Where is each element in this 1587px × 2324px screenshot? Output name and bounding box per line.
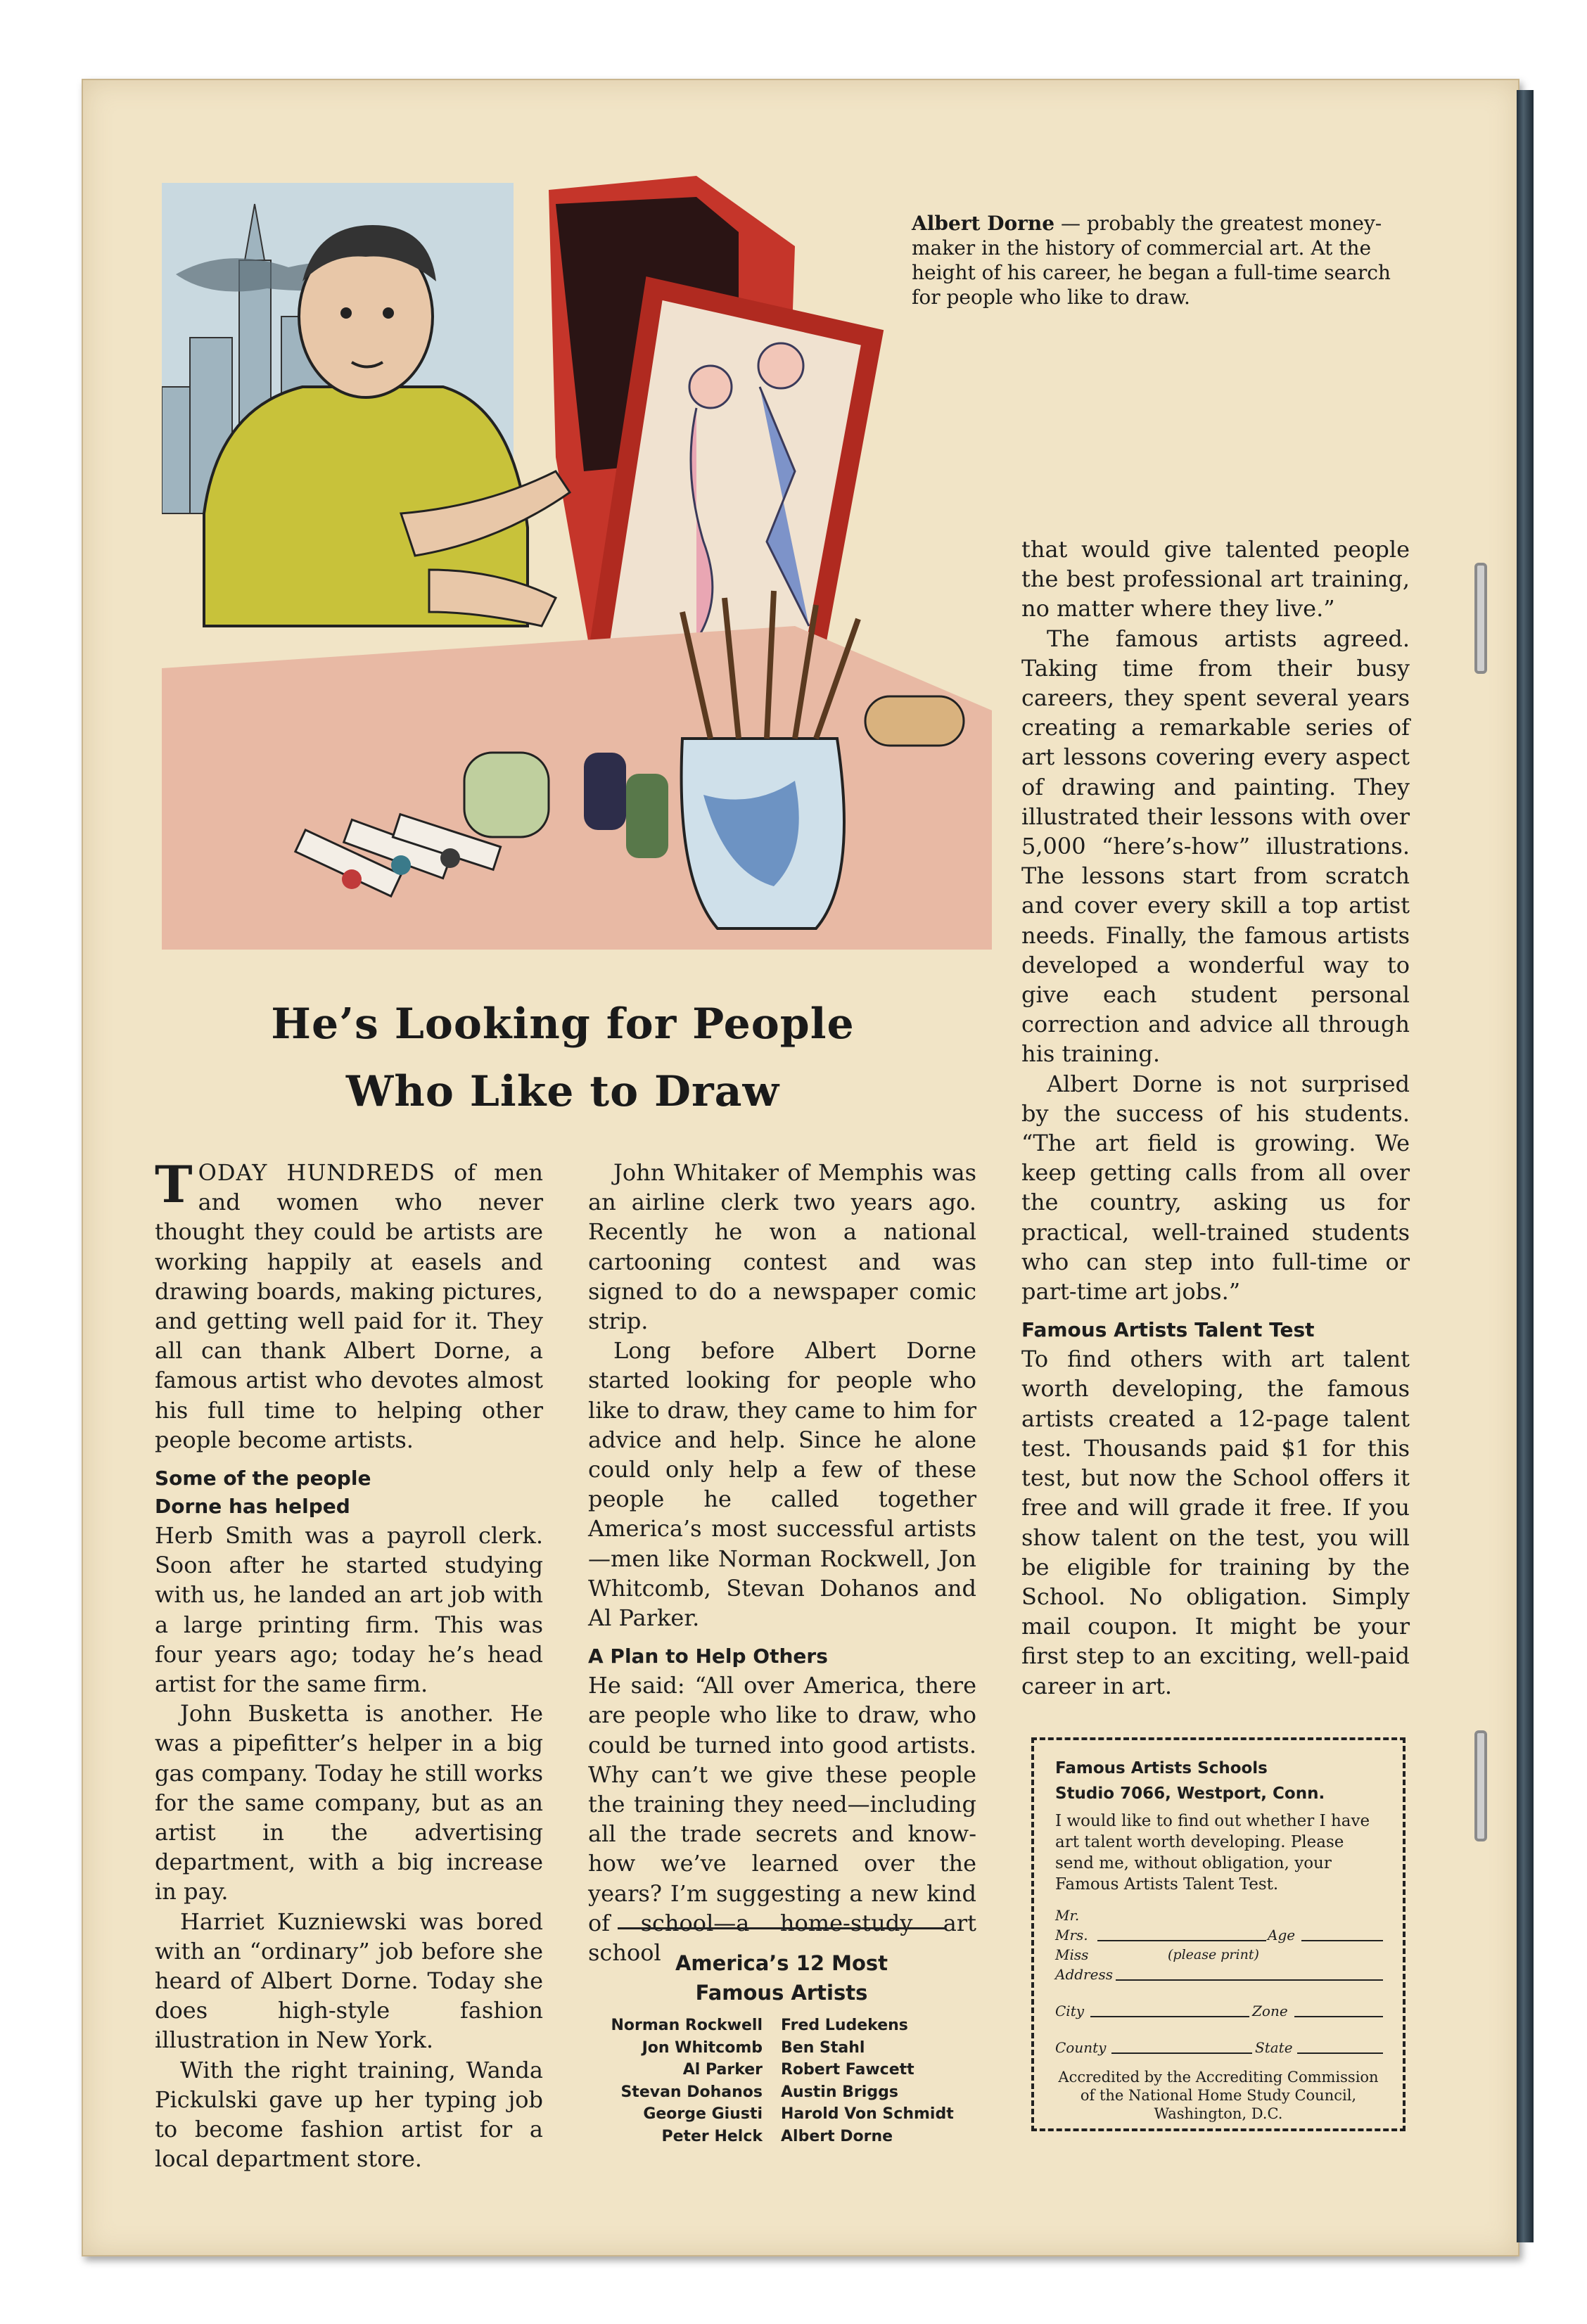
artists-heading-line-2: Famous Artists	[695, 1981, 868, 2005]
coupon-org: Famous Artists Schools	[1055, 1759, 1268, 1777]
artist-name: Al Parker	[682, 2061, 763, 2079]
caption-name: Albert Dorne	[912, 212, 1055, 235]
drop-cap: T	[155, 1154, 193, 1214]
artists-agreed-paragraph: The famous artists agreed. Taking time from their busy careers, they spent several years creating a remarkable series of art lessons covering every aspect of drawing and painting. They illustrated their lessons with over 5,000 “here’s-how” illustrations. The lessons start from scratch and cover every skill a top artist needs. Finally, the famous artists developed a wonderful way to give each student personal correction and advice all through his training.	[1021, 625, 1410, 1068]
artist-name: Jon Whitcomb	[642, 2038, 763, 2057]
intro-text: of men and women who never thought they could be artists are working happily at easels and drawing boards, making pictures, and getting well paid for it. They all can thank Albert Dorne, a famous artist who devotes almost his full time to helping other people become artists.	[155, 1159, 544, 1453]
artist-name: Norman Rockwell	[611, 2017, 763, 2034]
artist-name: Albert Dorne	[781, 2127, 893, 2145]
city-zone-field[interactable]	[1055, 2000, 1382, 2020]
miss-field[interactable]	[1055, 1944, 1382, 1964]
address-line	[1116, 1964, 1383, 1981]
mrs-label: Mrs.	[1055, 1927, 1088, 1943]
artist-name: Fred Ludekens	[781, 2017, 908, 2034]
city-label: City	[1055, 2003, 1085, 2019]
staple-bottom	[1474, 1730, 1487, 1841]
miss-label: Miss	[1055, 1946, 1089, 1963]
coupon-body: I would like to find out whether I have art talent worth developing. Please send me, without obligation, your Famous Artists Talent Test.	[1055, 1812, 1370, 1894]
mr-label: Mr.	[1055, 1907, 1080, 1924]
zone-label: Zone	[1252, 2003, 1288, 2019]
intro-paragraph	[155, 1154, 544, 1455]
not-surprised-paragraph: Albert Dorne is not surprised by the success of his students. “The art field is growing. We keep getting calls from all over the country, asking us for practical, well-trained students who can step into full-time or part-time art jobs.”	[1021, 1070, 1410, 1305]
city-line	[1090, 2000, 1249, 2017]
john-whitaker-paragraph: John Whitaker of Memphis was an airline clerk two years ago. Recently he won a national cartooning contest and was signed to do a newspaper comic strip.	[588, 1159, 976, 1335]
zone-line	[1294, 2000, 1383, 2017]
artist-name: Ben Stahl	[781, 2038, 865, 2057]
headline	[176, 990, 950, 1125]
address-field[interactable]	[1055, 1964, 1382, 1984]
state-line	[1297, 2037, 1383, 2054]
subhead-line-1: Some of the people	[155, 1467, 371, 1490]
artist-name: Stevan Dohanos	[620, 2083, 763, 2101]
comic-spine	[1517, 90, 1534, 2242]
subhead-people-helped	[155, 1464, 543, 1521]
accreditation-note: Accredited by the Accrediting Commission of the National Home Study Council, Washington, D.C.	[1058, 2069, 1379, 2122]
caption-text: — probably the greatest money-maker in the history of commercial art. At the height of his career, he began a full-time search for people who like to draw.	[912, 212, 1391, 309]
artist-name: Robert Fawcett	[781, 2061, 914, 2079]
please-print-note: (please print)	[1168, 1947, 1259, 1962]
subhead-line-2: Dorne has helped	[155, 1495, 350, 1519]
artist-name: Peter Helck	[661, 2127, 763, 2145]
staple-top	[1474, 563, 1487, 674]
artists-heading-line-1: America’s 12 Most	[675, 1951, 888, 1975]
talent-test-paragraph: To find others with art talent worth developing, the famous artists created a 12-page talent test. Thousands paid $1 for this test, but now the School offers it free and will grade it free. If you show talent on the test, you will be eligible for training by the School. No obligation. Simply mail coupon. It might be your first step to an exciting, well-paid career in art.	[1021, 1346, 1410, 1699]
artist-name: Austin Briggs	[781, 2083, 898, 2101]
county-label: County	[1055, 2039, 1107, 2056]
age-label: Age	[1268, 1927, 1296, 1943]
long-before-paragraph: Long before Albert Dorne started looking for people who like to draw, they came to him for advice and help. Since he alone could only help a few of these people he called together America’s most successful artists—men like Norman Rockwell, Jon Whitcomb, Stevan Dohanos and Al Parker.	[588, 1337, 976, 1632]
name-line	[1097, 1924, 1266, 1941]
county-state-field[interactable]	[1055, 2037, 1382, 2057]
wanda-pickulski-paragraph: With the right training, Wanda Pickulski gave up her typing job to become fashion artist for a local department store.	[155, 2056, 543, 2173]
subhead-plan: A Plan to Help Others	[588, 1645, 828, 1668]
artists-heading	[618, 1948, 945, 2007]
intro-small-caps: ODAY HUNDREDS	[198, 1159, 435, 1186]
address-label: Address	[1055, 1966, 1113, 1983]
talent-test-coupon[interactable]	[1031, 1737, 1406, 2131]
column-2	[588, 1158, 976, 1967]
subhead-talent-test: Famous Artists Talent Test	[1021, 1318, 1315, 1342]
headline-line-1: He’s Looking for People	[271, 1000, 855, 1049]
mrs-field[interactable]	[1055, 1924, 1382, 1944]
age-line	[1301, 1924, 1383, 1941]
coupon-address: Studio 7066, Westport, Conn.	[1055, 1784, 1325, 1803]
artist-name: Harold Von Schmidt	[781, 2105, 954, 2123]
headline-line-2: Who Like to Draw	[345, 1067, 780, 1116]
plan-paragraph: He said: “All over America, there are people who like to draw, who could be turned into good artists. Why can’t we give these people the training they need—including all the trade secrets and know-how we’ve learned over the years? I’m suggesting a new kind of school—a home-study art school	[588, 1672, 976, 1967]
mr-field[interactable]	[1055, 1905, 1382, 1924]
harriet-kuzniewski-paragraph: Harriet Kuzniewski was bored with an “ordinary” job before she heard of Albert Dorne. Today she does high-style fashion illustration in New York.	[155, 1908, 543, 2054]
albert-dorne-caption	[912, 211, 1404, 309]
continuation-paragraph: that would give talented people the best professional art training, no matter where they live.”	[1021, 536, 1410, 622]
column-3	[1021, 535, 1410, 1701]
artist-illustration	[162, 176, 992, 950]
column-1	[155, 1154, 544, 2174]
herb-smith-paragraph: Herb Smith was a payroll clerk. Soon after he started studying with us, he landed an art job with a large printing firm. This was four years ago; today he’s head artist for the same firm.	[155, 1522, 543, 1698]
county-line	[1111, 2037, 1252, 2054]
artists-divider	[618, 1927, 945, 1929]
john-busketta-paragraph: John Busketta is another. He was a pipefitter’s helper in a big gas company. Today he still works for the same company, but as an artist in the advertising department, with a big increase in pay.	[155, 1700, 543, 1905]
artist-name: George Giusti	[643, 2105, 763, 2123]
state-label: State	[1255, 2039, 1293, 2056]
